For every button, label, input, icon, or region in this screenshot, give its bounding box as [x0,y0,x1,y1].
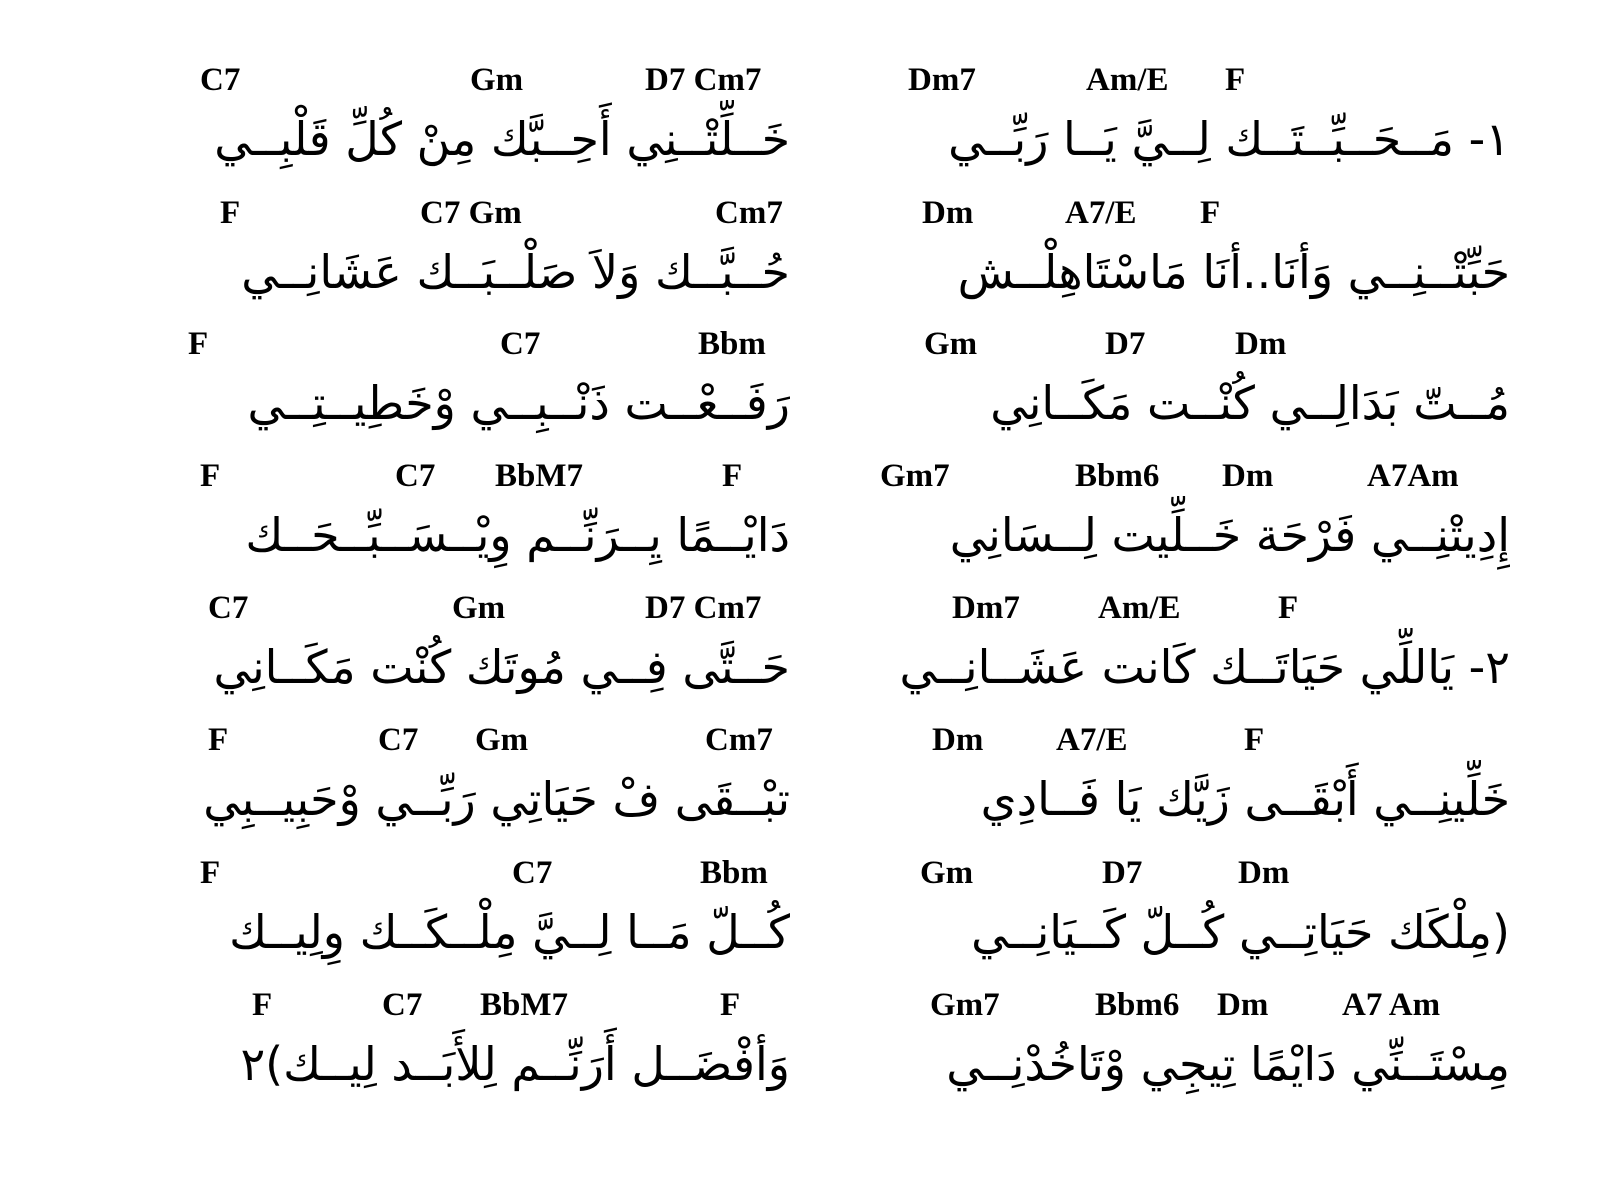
lyric-row [0,588,1615,726]
chord-label: F [722,458,743,494]
right-column [860,324,1510,462]
lyric-line: حَبِّتْــنِــي وَأنَا..أنَا مَاسْتَاهِلْــش [957,245,1510,299]
lyric-row [0,193,1615,331]
chord-line [110,853,790,893]
chord-label: Am/E [1086,62,1169,98]
right-column [860,60,1510,198]
chord-label: Dm7 [952,590,1020,626]
left-column [110,193,790,331]
chord-line [110,324,790,364]
chord-label: Bbm6 [1095,987,1180,1023]
chord-label: D7 Cm7 [645,590,762,626]
chord-label: C7 [208,590,249,626]
lyric-line: (مِلْكَك حَيَاتِــي كُــلّ كَــيَانِــي [971,905,1510,959]
left-column [110,456,790,594]
chord-label: C7 [395,458,436,494]
chord-label: Dm [1235,326,1287,362]
chord-label: A7Am [1367,458,1459,494]
chord-label: F [720,987,741,1023]
chord-line [110,720,790,760]
chord-label: Bbm [700,855,768,891]
chord-line [110,985,790,1025]
lyric-row [0,853,1615,991]
chord-line [860,720,1510,760]
left-column [110,324,790,462]
left-column [110,720,790,858]
lyric-line: ٢- يَاللِّي حَيَاتَــك كَانت عَشَــانِــي [899,640,1510,694]
chord-label: BbM7 [480,987,569,1023]
left-column [110,985,790,1123]
lyric-line: حَــتَّى فِــي مُوتَك كُنْت مَكَــانِي [213,640,790,694]
left-column [110,60,790,198]
chord-label: C7 [512,855,553,891]
lyric-line: إِدِيتْنِــي فَرْحَة خَــلِّيت لِــسَانِي [949,508,1510,562]
lyric-line: رَفَــعْــت ذَنْــبِــي وْخَطِيــتِــي [247,376,790,430]
chord-label: BbM7 [495,458,584,494]
chord-line [860,324,1510,364]
chord-label: Am/E [1098,590,1181,626]
chord-label: C7 [200,62,241,98]
chord-label: F [188,326,209,362]
lyric-line: دَايْــمًا يِــرَنِّــم وِيْــسَــبِّــحَــك [245,508,790,562]
chord-label: Gm [920,855,974,891]
chord-line [860,985,1510,1025]
chord-label: Gm [452,590,506,626]
lyric-line: حُــبَّــك وَلاَ صَلْــبَــك عَشَانِــي [241,245,790,299]
right-column [860,720,1510,858]
chord-label: F [1200,195,1221,231]
chord-label: C7 [500,326,541,362]
chord-label: Dm [1238,855,1290,891]
lyric-row [0,720,1615,858]
chord-label: D7 [1102,855,1143,891]
lyric-line: مُــتّ بَدَالِــي كُنْــت مَكَــانِي [990,376,1510,430]
chord-line [860,456,1510,496]
lyric-row [0,324,1615,462]
chord-label: Bbm6 [1075,458,1160,494]
chord-label: Dm [922,195,974,231]
lyric-row [0,60,1615,198]
chord-label: Gm [475,722,529,758]
right-column [860,853,1510,991]
left-column [110,588,790,726]
chord-label: Dm [932,722,984,758]
chord-label: F [1244,722,1265,758]
chord-line [110,588,790,628]
chord-label: Gm [470,62,524,98]
right-column [860,456,1510,594]
chord-label: Gm7 [880,458,950,494]
right-column [860,985,1510,1123]
chord-label: Cm7 [705,722,773,758]
lyric-line: مِسْتَــنِّي دَايْمًا تِيجِي وْتَاخُدْنِــي [946,1037,1510,1091]
chord-label: Dm [1222,458,1274,494]
lyric-line: وَأفْضَــل أَرَنِّــم لِلأَبَــد لِيــك)٢ [240,1037,790,1091]
chord-label: Dm7 [908,62,976,98]
chord-label: Gm7 [930,987,1000,1023]
lyric-line: ١- مَــحَــبِّــتَــك لِــيَّ يَــا رَبِّــي [948,112,1510,166]
chord-label: F [1225,62,1246,98]
chord-label: F [1278,590,1299,626]
chord-line [860,193,1510,233]
chord-label: Cm7 [715,195,783,231]
chord-label: A7 Am [1342,987,1441,1023]
chord-label: Gm [924,326,978,362]
chord-line [110,60,790,100]
left-column [110,853,790,991]
chord-label: F [200,855,221,891]
chord-label: F [208,722,229,758]
chord-label: Bbm [698,326,766,362]
chord-line [860,588,1510,628]
lyric-line: كُــلّ مَــا لِــيَّ مِلْــكَــك وِلِيــك [229,905,790,959]
chord-label: F [200,458,221,494]
lyric-line: خَــلِّتْــنِي أَحِــبَّك مِنْ كُلِّ قَلْبِــي [214,112,790,166]
chord-label: F [252,987,273,1023]
chord-line [860,853,1510,893]
chord-label: D7 Cm7 [645,62,762,98]
lyric-line: تبْــقَى فْ حَيَاتِي رَبِّــي وْحَبِيــبِي [203,772,790,826]
chord-label: C7 Gm [420,195,522,231]
right-column [860,588,1510,726]
lyric-row [0,456,1615,594]
chord-label: A7/E [1065,195,1137,231]
chord-label: C7 [382,987,423,1023]
chord-line [860,60,1510,100]
chord-line [110,456,790,496]
chord-label: F [220,195,241,231]
lyric-row [0,985,1615,1123]
chord-label: C7 [378,722,419,758]
right-column [860,193,1510,331]
chord-label: A7/E [1056,722,1128,758]
chord-label: Dm [1217,987,1269,1023]
lyric-line: خَلِّينِــي أَبْقَــى زَيَّك يَا فَــادِي [980,772,1510,826]
chord-line [110,193,790,233]
chord-label: D7 [1105,326,1146,362]
